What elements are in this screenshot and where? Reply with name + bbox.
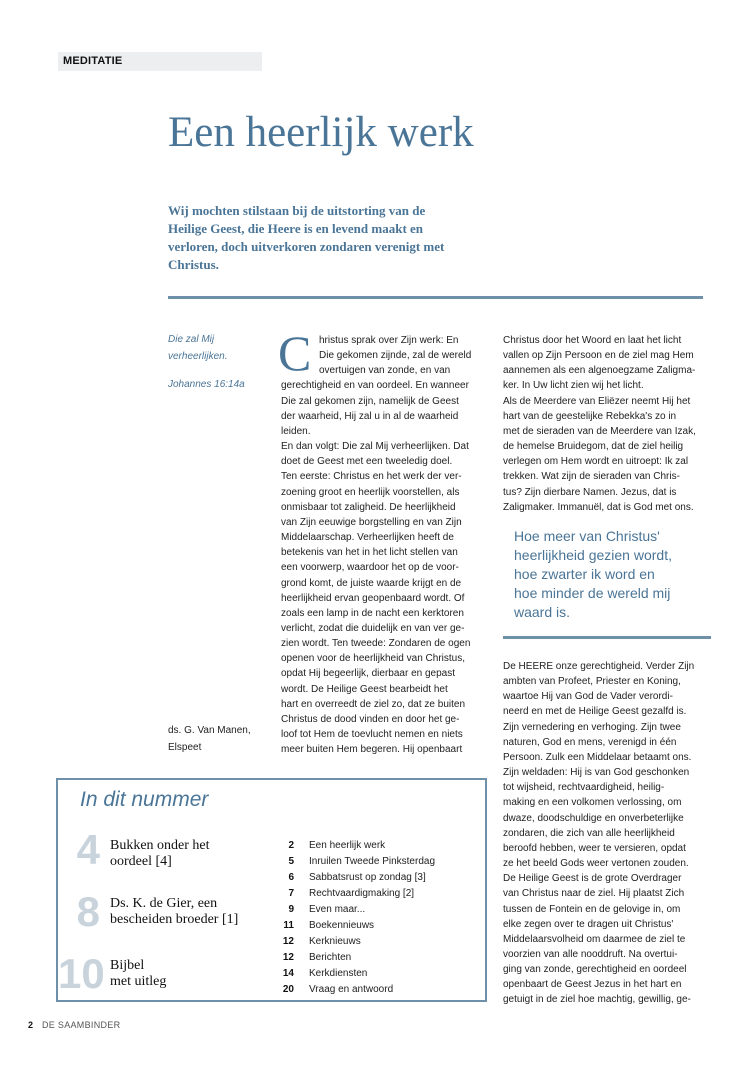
text-line: ze het beeld Gods weer vertonen zouden. [503, 858, 689, 870]
text-line: gerechtigheid en van oordeel. En wanneer [281, 380, 469, 392]
text-line: Christus door het Woord en laat het licht [503, 335, 682, 346]
text-line: beroofd hebben, weer te versieren, opdat [503, 842, 686, 854]
toc-item[interactable]: Kerknieuws [309, 936, 361, 947]
text-line: onmisbaar tot zaligheid. De heerlijkheid [281, 501, 456, 513]
text-line: van Christus naar de ziel. Hij plaatst Zich [503, 888, 685, 900]
feature-title-line: met uitleg [110, 974, 167, 989]
text-line: ker. In Uw licht zien wij het licht. [503, 380, 644, 392]
text-line: wordt. De Heilige Geest bearbeidt het [281, 683, 448, 695]
text-line: grond komt, de juiste waarde krijgt en de [281, 577, 462, 589]
feature-number: 10 [58, 950, 105, 997]
intro-line: verloren, doch uitverkoren zondaren verenigt met [168, 239, 445, 254]
feature-title-line: oordeel [4] [110, 854, 172, 869]
text-line: heerlijkheid ervan geopenbaard wordt. Of [281, 592, 465, 604]
text-line: Middelaarschap. Verheerlijken heeft de [281, 532, 454, 544]
feature-title[interactable] [110, 838, 210, 870]
text-line: elke zegen over te dragen uit Christus' [503, 918, 674, 930]
toc-page-number: 14 [282, 968, 294, 979]
text-line: waartoe Hij van God de Vader verordi- [503, 691, 673, 703]
toc-feature[interactable] [58, 950, 105, 997]
text-line: verlegen om Hem wordt en uitroept: Ik zal [503, 456, 689, 468]
toc-page-number: 6 [288, 872, 294, 883]
text-line: de hemelse Bruidegom, dat de ziel heilig [503, 441, 684, 453]
toc-page-number: 12 [282, 952, 294, 963]
toc-item[interactable]: Vraag en antwoord [309, 984, 394, 995]
drop-cap: C [278, 325, 312, 381]
text-line: En dan volgt: Die zal Mij verheerlijken. Dat [281, 441, 469, 453]
text-line: trekken. Wat zijn de sieraden van Chris- [503, 471, 680, 483]
text-line: making en een volkomen verlossing, om [503, 797, 682, 809]
text-line: hart en overreedt de ziel zo, dat ze buiten [281, 698, 466, 710]
feature-title[interactable] [110, 896, 238, 928]
text-line: zien wordt. Ten tweede: Zondaren de ogen [281, 638, 471, 650]
toc-item[interactable]: Boekennieuws [309, 920, 375, 931]
article-column-2-bottom [503, 659, 718, 1008]
feature-number: 8 [76, 888, 100, 935]
text-line: vallen op Zijn Persoon en de ziel mag Hem [503, 350, 694, 362]
article-intro [168, 202, 468, 274]
text-line: tus? Zijn dierbare Namen. Jezus, dat is [503, 486, 677, 498]
text-line: openbaart de Geest Jezus in het hart en [503, 979, 682, 991]
text-line: Zijn vernedering en verhoging. Zijn twee [503, 721, 681, 733]
text-line: ging van zonde, gerechtigheid en oordeel [503, 964, 687, 976]
feature-number: 4 [76, 826, 100, 873]
text-line: Christus de dood vinden en door het ge- [281, 713, 460, 725]
text-line: neerd en met de Heilige Geest gezalfd is. [503, 706, 687, 718]
pull-quote-line: heerlijkheid gezien wordt, [514, 547, 672, 563]
text-line: Middelaarsvolheid om daarmee de ziel te [503, 933, 686, 945]
text-line: Zijn weldaden: Hij is van God geschonken [503, 767, 690, 779]
text-line: opdat Hij begeerlijk, dierbaar en gepast [281, 668, 455, 680]
text-line: openen voor de heerlijkheid van Christus, [281, 653, 465, 665]
text-line: leiden. [281, 425, 311, 437]
text-line: zondaren, die zich van alle heerlijkheid [503, 827, 675, 839]
text-line: Als de Meerdere van Eliëzer neemt Hij het [503, 395, 691, 407]
text-line: Persoon. Zulk een Middelaar betaamt ons. [503, 751, 692, 763]
section-label: MEDITATIE [58, 52, 262, 71]
toc-page-number: 9 [288, 904, 294, 915]
author-line: Elspeet [168, 742, 202, 753]
text-line: naturen, God en mens, verenigd in één [503, 736, 677, 748]
toc-page-number: 5 [288, 856, 294, 867]
text-line: getuigt in de ziel hoe machtig, gewillig, ge- [503, 994, 691, 1006]
margin-reference: Johannes 16:14a [168, 379, 245, 390]
pull-quote-line: hoe zwarter ik word en [514, 566, 655, 582]
toc-item[interactable]: Berichten [309, 952, 352, 963]
toc-item[interactable]: Rechtvaardigmaking [2] [309, 888, 415, 899]
text-line: Die gekomen zijnde, zal de wereld [319, 350, 472, 362]
feature-title[interactable] [110, 958, 166, 990]
toc-heading: In dit nummer [80, 788, 209, 811]
text-line: doet de Geest met een tweeledig doel. [281, 456, 453, 468]
text-line: tot wijsheid, rechtvaardigheid, heilig- [503, 782, 665, 794]
margin-quote-line: verheerlijken. [168, 351, 228, 362]
text-line: De Heilige Geest is de grote Overdrager [503, 873, 682, 885]
intro-line: Christus. [168, 257, 219, 272]
text-line: betekenis van het in het licht stellen van [281, 547, 458, 559]
pull-quote-divider [503, 636, 711, 639]
text-line: Die zal gekomen zijn, namelijk de Geest [281, 395, 459, 407]
toc-page-number: 20 [282, 984, 294, 995]
text-line: De HEERE onze gerechtigheid. Verder Zijn [503, 661, 695, 672]
author [168, 722, 251, 756]
toc-feature[interactable] [60, 826, 100, 873]
toc-page-number: 7 [288, 888, 294, 899]
author-line: ds. G. Van Manen, [168, 725, 251, 736]
text-line: hristus sprak over Zijn werk: En [319, 335, 459, 346]
intro-line: Heilige Geest, die Heere is en levend maakt en [168, 221, 424, 236]
feature-title-line: Bukken onder het [110, 838, 210, 853]
toc-item[interactable]: Inruilen Tweede Pinksterdag [309, 856, 436, 867]
text-line: verlicht, zodat die duidelijk en van ver ge- [281, 622, 465, 634]
article-title: Een heerlijk werk [168, 109, 474, 156]
intro-divider [168, 296, 703, 299]
text-line: zoening groot en heerlijk voorstellen, als [281, 486, 460, 498]
text-line: tussen de Fontein en de gelovige in, om [503, 903, 681, 915]
text-line: van Zijn eeuwige borgstelling en van Zijn [281, 516, 462, 528]
pull-quote-line: waard is. [514, 604, 571, 620]
toc-feature[interactable] [60, 888, 100, 935]
toc-page-number: 2 [288, 840, 294, 851]
text-line: hart van de geestelijke Rebekka's zo in [503, 410, 677, 422]
text-line: aannemen als een algenoegzame Zaligma- [503, 365, 696, 377]
toc-item[interactable]: Even maar... [309, 904, 366, 915]
text-line: een voorwerp, waardoor het op de voor- [281, 562, 459, 574]
margin-quote-line: Die zal Mij [168, 334, 215, 345]
text-line: overtuigen van zonde, en van [319, 365, 451, 377]
text-line: voorzien van alle nooddruft. Na overtui- [503, 948, 678, 960]
text-line: der waarheid, Hij zal u in al de waarheid [281, 410, 459, 422]
footer-page-number: 2 [28, 1020, 34, 1030]
text-line: Zaligmaker. Immanuël, dat is God met ons. [503, 501, 694, 513]
toc-page-number: 11 [283, 920, 294, 931]
text-line: ambten van Profeet, Priester en Koning, [503, 676, 681, 688]
toc-item[interactable]: Een heerlijk werk [309, 840, 386, 851]
text-line: dwaze, doodschuldige en onverbeterlijke [503, 812, 684, 824]
pull-quote-line: hoe minder de wereld mij [514, 585, 671, 601]
toc-item[interactable]: Sabbatsrust op zondag [3] [309, 872, 426, 883]
text-line: meer buiten Hem begeren. Hij openbaart [281, 744, 463, 756]
feature-title-line: Ds. K. de Gier, een [110, 896, 218, 911]
pull-quote-line: Hoe meer van Christus' [514, 528, 660, 544]
feature-title-line: Bijbel [110, 958, 145, 973]
footer-publication: DE SAAMBINDER [42, 1020, 121, 1030]
toc-page-number: 12 [282, 936, 294, 947]
text-line: zoals een lamp in de nacht een kerktoren [281, 607, 464, 619]
pull-quote [514, 527, 714, 622]
article-column-1 [281, 333, 496, 757]
intro-line: Wij mochten stilstaan bij de uitstorting van de [168, 203, 426, 218]
article-column-2-top [503, 333, 718, 515]
text-line: met de sieraden van de Meerdere van Izak, [503, 425, 696, 437]
margin-quote [168, 331, 227, 365]
text-line: Ten eerste: Christus en het werk der ver- [281, 471, 462, 483]
toc-item[interactable]: Kerkdiensten [309, 968, 368, 979]
feature-title-line: bescheiden broeder [1] [110, 912, 239, 927]
text-line: loof tot Hem de toevlucht nemen en niets [281, 729, 463, 741]
